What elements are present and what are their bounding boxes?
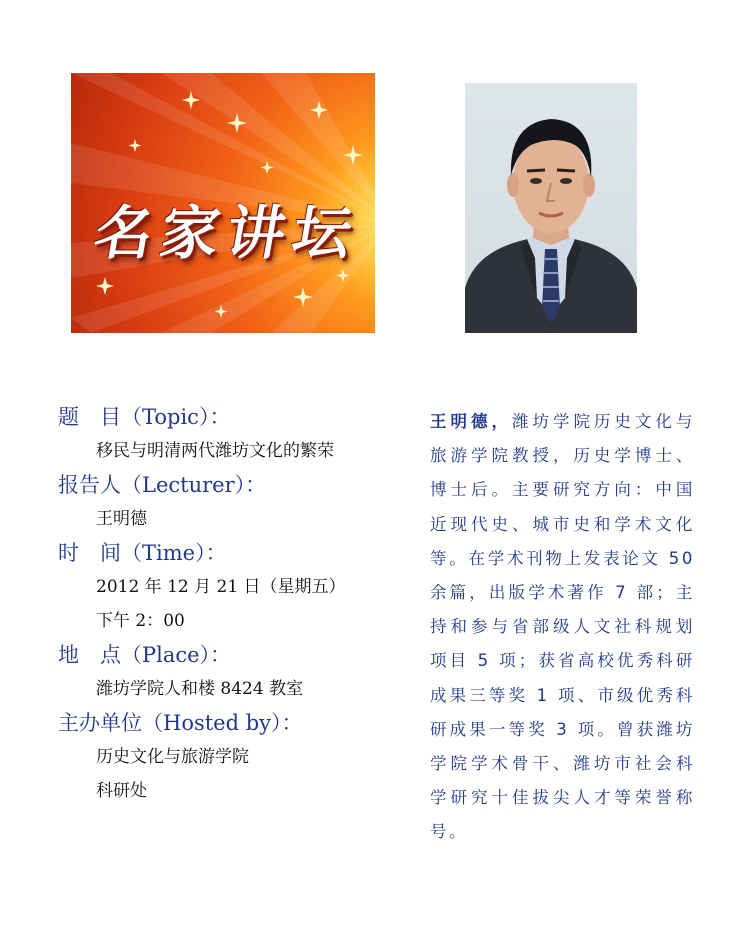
banner-char: 讲 [221,199,292,267]
bio-name: 王明德， [430,412,512,431]
event-info [58,400,398,808]
topic-value: 移民与明清两代潍坊文化的繁荣 [96,441,334,461]
host-label: 主办单位（Hosted by）： [58,711,303,735]
lecturer-label: 报告人（Lecturer）： [58,473,267,497]
bio-text: 潍坊学院历史文化与旅游学院教授，历史学博士、博士后。主要研究方向：中国近现代史、城市史和学术文化等。在学术刊物上发表论文 50 余篇，出版学术著作 7 部；主持和参与省部级人文社科规划项目 5 项；获省高校优秀科研成果三等奖 1 项、市级优秀科研成果一等奖 3 项。曾获潍坊学院学术骨干、潍坊市社会科学研究十佳拔尖人才等荣誉称号。 [430,412,695,842]
place-label: 地 点（Place）： [58,643,232,667]
banner-char: 家 [154,199,225,267]
lecturer-value: 王明德 [96,509,147,529]
portrait-image [465,83,637,333]
banner-title [71,201,375,265]
banner-char: 名 [88,199,159,267]
lecturer-bio [430,405,695,850]
time-label: 时 间（Time）： [58,541,227,565]
banner-char: 坛 [287,199,358,267]
host-value-2: 科研处 [96,781,147,801]
place-value: 潍坊学院人和楼 8424 教室 [96,679,304,699]
time-date-value: 2012 年 12 月 21 日（星期五） [96,577,346,597]
lecture-banner [71,73,375,333]
topic-label: 题 目（Topic）： [58,405,231,429]
host-value-1: 历史文化与旅游学院 [96,747,249,767]
lecturer-portrait [465,83,637,333]
time-hour-value: 下午 2：00 [96,611,185,631]
